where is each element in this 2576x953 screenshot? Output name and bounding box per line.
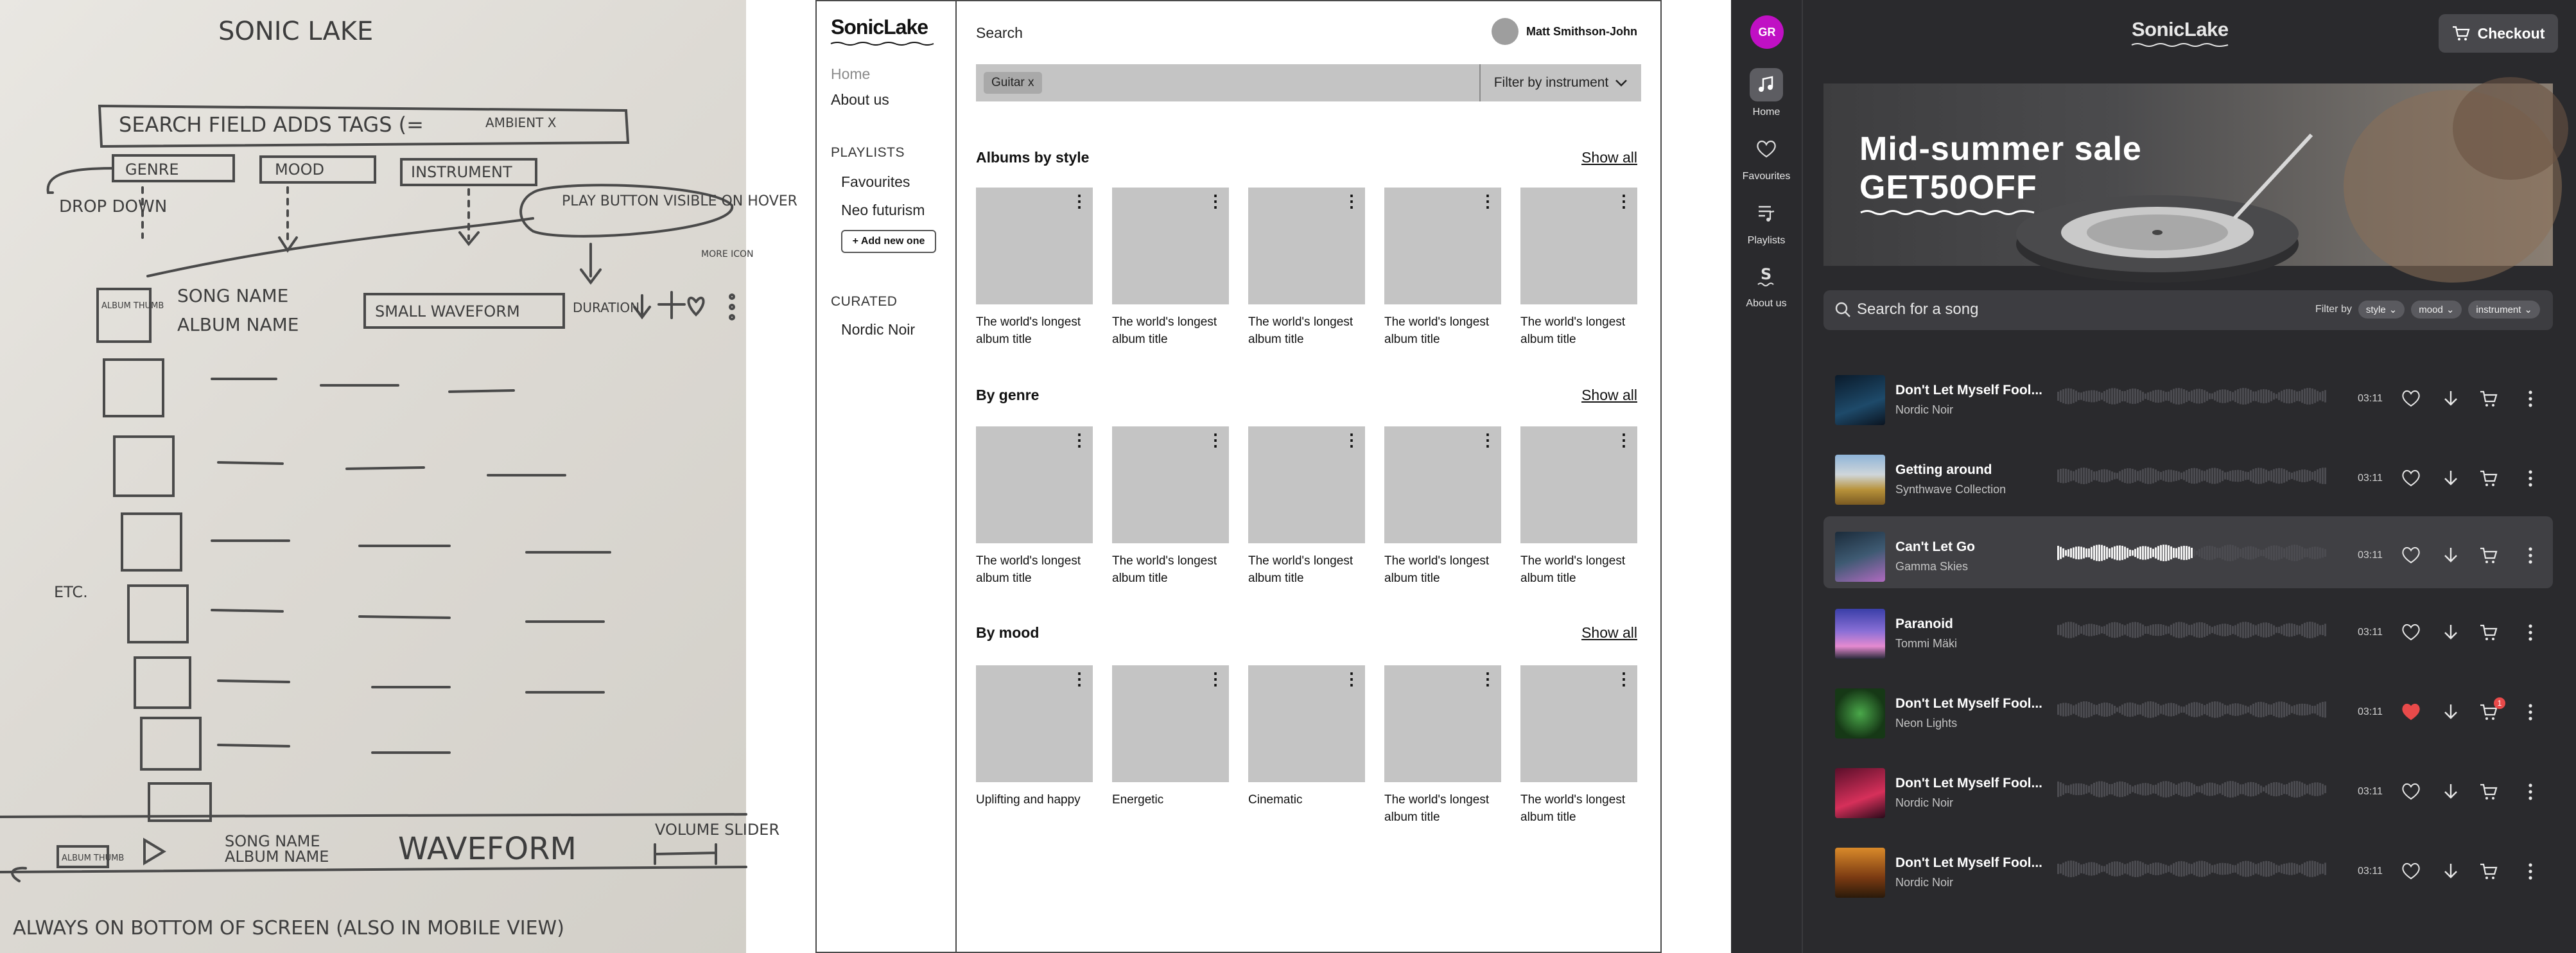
sketch-more-note: MORE ICON (701, 249, 754, 259)
album-card[interactable] (1384, 665, 1501, 826)
cart-icon[interactable] (2480, 782, 2499, 801)
track-waveform[interactable] (2057, 385, 2327, 407)
sketch-album-thumb: ALBUM THUMB (101, 301, 164, 311)
download-icon[interactable] (2441, 623, 2460, 642)
sketch-song-name: SONG NAME (177, 285, 289, 306)
sketch-footer-note: ALWAYS ON BOTTOM OF SCREEN (ALSO IN MOBILE VIEW) (13, 917, 564, 940)
track-duration: 03:11 (2358, 393, 2383, 404)
download-icon[interactable] (2441, 862, 2460, 881)
svg-text:S: S (1761, 265, 1772, 283)
promo-heading (1859, 130, 2142, 207)
sketch-album-name: ALBUM NAME (177, 314, 299, 335)
more-icon[interactable]: ⋮ (1343, 191, 1360, 211)
wireframe-logo[interactable]: SonicLake (831, 15, 928, 39)
section-title: Albums by style (976, 149, 1090, 166)
track-title[interactable]: Don't Let Myself Fool... (1895, 383, 2042, 398)
cart-icon[interactable] (2480, 546, 2499, 565)
more-icon[interactable] (2521, 546, 2540, 565)
section-title: By mood (976, 624, 1040, 641)
album-row (976, 426, 1644, 587)
sketch-drawing (0, 0, 797, 953)
album-caption: The world's longest album title (1520, 315, 1626, 346)
chevron-down-icon: ⌄ (2389, 304, 2398, 315)
album-card[interactable] (1248, 665, 1365, 826)
album-art[interactable] (1835, 375, 1885, 425)
playlist-neo-futurism[interactable]: Neo futurism (841, 202, 925, 218)
sketch-player-album-name: ALBUM NAME (225, 848, 329, 866)
chip-label: instrument (2476, 304, 2521, 315)
sketch-player-waveform: WAVEFORM (398, 831, 577, 867)
track-title[interactable]: Paranoid (1895, 616, 1953, 631)
track-artist[interactable]: Nordic Noir (1895, 403, 1954, 416)
add-playlist-button[interactable]: + Add new one (841, 230, 936, 253)
album-caption: The world's longest album title (1112, 554, 1217, 585)
more-icon[interactable]: ⋮ (1479, 191, 1496, 211)
promo-banner[interactable] (1823, 83, 2553, 266)
promo-line-1: Mid-summer sale (1859, 130, 2142, 168)
album-art[interactable] (1835, 532, 1885, 582)
album-card[interactable] (1384, 426, 1501, 587)
logo-wave-icon (831, 41, 934, 46)
s-logo-icon (1750, 259, 1783, 293)
track-waveform[interactable] (2057, 465, 2327, 487)
album-card[interactable] (1520, 188, 1637, 348)
album-card[interactable] (1384, 188, 1501, 348)
song-search-input[interactable] (1823, 290, 2553, 330)
album-card[interactable] (1248, 426, 1365, 587)
more-icon[interactable]: ⋮ (1207, 430, 1224, 450)
filter-label: Filter by instrument (1493, 75, 1609, 90)
rail-label: About us (1746, 298, 1787, 309)
album-caption: The world's longest album title (1384, 554, 1490, 585)
album-caption: The world's longest album title (976, 554, 1081, 585)
album-thumb[interactable] (976, 188, 1093, 304)
rail-home[interactable] (1731, 68, 1802, 118)
heart-icon[interactable] (2401, 546, 2421, 565)
album-card[interactable] (976, 426, 1093, 587)
playlist-favourites[interactable]: Favourites (841, 173, 910, 190)
album-thumb[interactable] (1248, 665, 1365, 782)
music-note-icon (1750, 68, 1783, 101)
album-caption: The world's longest album title (1520, 793, 1626, 824)
track-artist[interactable]: Nordic Noir (1895, 876, 1954, 889)
album-caption: The world's longest album title (1248, 315, 1353, 346)
sketch-player-album: ALBUM THUMB (62, 853, 125, 863)
album-caption: The world's longest album title (1384, 315, 1490, 346)
more-icon[interactable]: ⋮ (1343, 430, 1360, 450)
cart-icon (2452, 26, 2470, 41)
filter-chip-instrument[interactable] (2468, 301, 2540, 319)
album-thumb[interactable] (1112, 665, 1229, 782)
track-duration: 03:11 (2358, 866, 2383, 877)
rail-favourites[interactable] (1731, 132, 1802, 182)
track-artist[interactable]: Synthwave Collection (1895, 483, 2006, 496)
wireframe-panel (815, 0, 1662, 953)
rail-label: Favourites (1742, 171, 1791, 182)
cart-count-badge: 1 (2494, 697, 2505, 709)
filter-chip-style[interactable] (2358, 301, 2405, 319)
album-thumb[interactable] (1384, 188, 1501, 304)
playlist-icon (1750, 197, 1783, 230)
album-card[interactable] (976, 188, 1093, 348)
filter-chip-mood[interactable] (2411, 301, 2462, 319)
album-thumb[interactable] (976, 426, 1093, 543)
app-panel (1731, 0, 2576, 953)
more-icon[interactable]: ⋮ (1479, 430, 1496, 450)
sketch-search-field: SEARCH FIELD ADDS TAGS (= (119, 112, 424, 137)
more-icon[interactable]: ⋮ (1071, 430, 1088, 450)
search-input[interactable] (976, 64, 1641, 101)
sketch-duration: DURATION (573, 300, 640, 315)
filter-by-label: Filter by (2315, 304, 2352, 315)
chevron-down-icon: ⌄ (2524, 304, 2532, 315)
rail-about[interactable] (1731, 259, 1802, 310)
track-duration: 03:11 (2358, 627, 2383, 638)
logo-wave-icon (2132, 42, 2228, 48)
album-card[interactable] (1248, 188, 1365, 348)
more-icon[interactable]: ⋮ (1615, 669, 1632, 688)
track-duration: 03:11 (2358, 706, 2383, 717)
more-icon[interactable] (2521, 782, 2540, 801)
user-name: Matt Smithson-John (1526, 24, 1637, 38)
chip-label: mood (2419, 304, 2443, 315)
album-art[interactable] (1835, 848, 1885, 898)
album-caption: The world's longest album title (976, 315, 1081, 346)
download-icon[interactable] (2441, 703, 2460, 722)
track-title[interactable]: Can't Let Go (1895, 539, 1975, 554)
sketch-photo (0, 0, 797, 953)
more-icon[interactable]: ⋮ (1343, 669, 1360, 688)
sketch-filter-mood: MOOD (275, 161, 324, 179)
album-thumb[interactable] (1520, 188, 1637, 304)
user-avatar[interactable] (1492, 18, 1519, 45)
track-duration: 03:11 (2358, 786, 2383, 797)
brand-logo[interactable]: SonicLake (2132, 18, 2229, 40)
sketch-filter-genre: GENRE (125, 161, 179, 179)
heart-icon[interactable] (2401, 469, 2421, 488)
more-icon[interactable]: ⋮ (1207, 191, 1224, 211)
track-artist[interactable]: Tommi Mäki (1895, 637, 1958, 650)
heart-icon[interactable] (2401, 703, 2421, 722)
rail-playlists[interactable] (1731, 197, 1802, 247)
chip-label: style (2365, 304, 2386, 315)
track-row[interactable] (1823, 360, 2553, 432)
checkout-button[interactable] (2439, 14, 2558, 53)
album-caption: Energetic (1112, 793, 1164, 807)
album-art[interactable] (1835, 609, 1885, 659)
heart-icon (1750, 132, 1783, 166)
heart-icon[interactable] (2401, 782, 2421, 801)
chevron-down-icon: ⌄ (2446, 304, 2455, 315)
track-row[interactable] (1823, 439, 2553, 511)
more-icon[interactable]: ⋮ (1615, 191, 1632, 211)
album-caption: The world's longest album title (1384, 793, 1490, 824)
user-avatar[interactable]: GR (1750, 15, 1784, 49)
track-artist[interactable]: Gamma Skies (1895, 560, 1969, 573)
album-caption: The world's longest album title (1248, 554, 1353, 585)
album-caption: The world's longest album title (1520, 554, 1626, 585)
sketch-etc: ETC. (54, 583, 88, 601)
download-icon[interactable] (2441, 546, 2460, 565)
sketch-play-note: PLAY BUTTON VISIBLE ON HOVER (562, 193, 797, 209)
sketch-title: SONIC LAKE (218, 17, 374, 46)
track-title[interactable]: Don't Let Myself Fool... (1895, 776, 2042, 791)
album-card[interactable] (1112, 665, 1229, 826)
track-row[interactable] (1823, 753, 2553, 825)
cart-icon[interactable] (2480, 862, 2499, 881)
album-card[interactable] (1520, 426, 1637, 587)
album-art[interactable] (1835, 455, 1885, 505)
nav-home[interactable]: Home (831, 66, 871, 82)
download-icon[interactable] (2441, 389, 2460, 408)
track-waveform[interactable] (2057, 699, 2327, 721)
more-icon[interactable]: ⋮ (1207, 669, 1224, 688)
more-icon[interactable] (2521, 469, 2540, 488)
show-all-link[interactable]: Show all (1581, 624, 1637, 641)
album-row (976, 188, 1644, 348)
filter-bar (2315, 301, 2540, 319)
wireframe-main (957, 1, 1660, 952)
album-card[interactable] (1112, 426, 1229, 587)
track-duration: 03:11 (2358, 473, 2383, 484)
album-thumb[interactable] (1112, 188, 1229, 304)
show-all-link[interactable]: Show all (1581, 149, 1637, 166)
track-waveform[interactable] (2057, 778, 2327, 800)
search-placeholder: Search for a song (1857, 301, 1979, 318)
sketch-dropdown-note: DROP DOWN (59, 197, 168, 216)
track-waveform[interactable] (2057, 619, 2327, 641)
download-icon[interactable] (2441, 782, 2460, 801)
track-row[interactable] (1823, 516, 2553, 588)
album-caption: Cinematic (1248, 793, 1303, 807)
promo-underline-icon (1861, 209, 2034, 216)
search-heading: Search (976, 24, 1023, 41)
download-icon[interactable] (2441, 469, 2460, 488)
curated-label: CURATED (831, 294, 898, 309)
promo-line-2: GET50OFF (1859, 169, 2037, 206)
album-thumb[interactable] (976, 665, 1093, 782)
sketch-filter-instrument: INSTRUMENT (411, 163, 512, 181)
more-icon[interactable] (2521, 703, 2540, 722)
more-icon[interactable]: ⋮ (1479, 669, 1496, 688)
cart-icon[interactable] (2480, 389, 2499, 408)
heart-icon[interactable] (2401, 389, 2421, 408)
nav-about[interactable]: About us (831, 91, 889, 108)
album-card[interactable] (1112, 188, 1229, 348)
cart-icon[interactable] (2480, 623, 2499, 642)
more-icon[interactable]: ⋮ (1615, 430, 1632, 450)
album-card[interactable] (976, 665, 1093, 826)
album-thumb[interactable] (1520, 665, 1637, 782)
track-artist[interactable]: Neon Lights (1895, 717, 1958, 730)
track-row[interactable] (1823, 593, 2553, 665)
track-waveform[interactable] (2057, 858, 2327, 880)
album-thumb[interactable] (1384, 426, 1501, 543)
sketch-small-waveform: SMALL WAVEFORM (375, 302, 520, 320)
track-artist[interactable]: Nordic Noir (1895, 796, 1954, 809)
rail-label: Home (1752, 107, 1780, 118)
sketch-volume: VOLUME SLIDER (655, 821, 780, 839)
sketch-player-song: SONG NAME (225, 832, 320, 850)
track-title[interactable]: Getting around (1895, 462, 1992, 477)
album-art[interactable] (1835, 768, 1885, 818)
more-icon[interactable] (2521, 862, 2540, 881)
track-row[interactable] (1823, 673, 2553, 745)
search-tag[interactable]: Guitar x (984, 72, 1042, 94)
album-thumb[interactable] (1248, 188, 1365, 304)
album-thumb[interactable] (1112, 426, 1229, 543)
chevron-down-icon (1615, 79, 1628, 87)
album-caption: Uplifting and happy (976, 793, 1081, 807)
track-duration: 03:11 (2358, 550, 2383, 561)
rail-label: Playlists (1747, 235, 1786, 246)
more-icon[interactable]: ⋮ (1071, 669, 1088, 688)
sketch-tag-example: AMBIENT X (485, 115, 557, 130)
track-title[interactable]: Don't Let Myself Fool... (1895, 855, 2042, 870)
more-icon[interactable]: ⋮ (1071, 191, 1088, 211)
album-thumb[interactable] (1248, 426, 1365, 543)
search-icon (1834, 301, 1852, 319)
track-row[interactable] (1823, 832, 2553, 904)
album-caption: The world's longest album title (1112, 315, 1217, 346)
heart-icon[interactable] (2401, 623, 2421, 642)
playlists-label: PLAYLISTS (831, 145, 905, 160)
album-row (976, 665, 1644, 826)
track-title[interactable]: Don't Let Myself Fool... (1895, 696, 2042, 711)
album-card[interactable] (1520, 665, 1637, 826)
checkout-label: Checkout (2477, 24, 2545, 42)
curated-nordic-noir[interactable]: Nordic Noir (841, 321, 916, 338)
more-icon[interactable] (2521, 389, 2540, 408)
album-art[interactable] (1835, 688, 1885, 739)
app-rail (1731, 0, 1803, 953)
section-title: By genre (976, 387, 1040, 403)
heart-icon[interactable] (2401, 862, 2421, 881)
cart-icon[interactable] (2480, 469, 2499, 488)
show-all-link[interactable]: Show all (1581, 387, 1637, 403)
album-thumb[interactable] (1384, 665, 1501, 782)
album-thumb[interactable] (1520, 426, 1637, 543)
more-icon[interactable] (2521, 623, 2540, 642)
wireframe-sidebar (817, 1, 957, 952)
user-menu[interactable] (1492, 18, 1637, 45)
filter-instrument-dropdown[interactable] (1479, 64, 1641, 101)
track-waveform[interactable] (2057, 542, 2327, 564)
